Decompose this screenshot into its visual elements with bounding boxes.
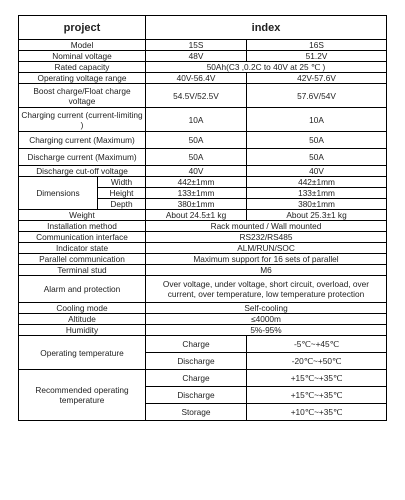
row-discharge-cutoff xyxy=(19,166,387,177)
row-charging-current-max xyxy=(19,132,387,149)
row-label: Discharge cut-off voltage xyxy=(19,166,146,177)
dimensions-label: Dimensions xyxy=(19,177,98,210)
row-label: Operating voltage range xyxy=(19,73,146,84)
cell-16s: 16S xyxy=(247,40,387,51)
row-label: Cooling mode xyxy=(19,303,146,314)
recommended-temperature-label: Recommended operating temperature xyxy=(19,370,146,421)
cell-15s: 48V xyxy=(146,51,247,62)
cell-value: Rack mounted / Wall mounted xyxy=(146,221,387,232)
row-label: Installation method xyxy=(19,221,146,232)
cell-value: 5%-95% xyxy=(146,325,387,336)
row-label: Parallel communication xyxy=(19,254,146,265)
cell-15s: 50A xyxy=(146,149,247,166)
operating-temperature-label: Operating temperature xyxy=(19,336,146,370)
cell-value: ≤4000m xyxy=(146,314,387,325)
cell-16s: 42V-57.6V xyxy=(247,73,387,84)
cell-value: M6 xyxy=(146,265,387,276)
spec-sheet xyxy=(18,15,387,421)
cell-value: +10℃~+35℃ xyxy=(247,404,387,421)
row-label: Weight xyxy=(19,210,146,221)
row-discharge-current-max xyxy=(19,149,387,166)
header-row xyxy=(19,16,387,40)
row-label: Communication interface xyxy=(19,232,146,243)
row-boost-float xyxy=(19,84,387,108)
row-charging-current-limiting xyxy=(19,108,387,132)
row-parallel xyxy=(19,254,387,265)
cell-15s: 50A xyxy=(146,132,247,149)
row-communication xyxy=(19,232,387,243)
header-project: project xyxy=(19,16,146,40)
row-model xyxy=(19,40,387,51)
row-installation xyxy=(19,221,387,232)
cell-16s: 442±1mm xyxy=(247,177,387,188)
cell-16s: 40V xyxy=(247,166,387,177)
row-label: Rated capacity xyxy=(19,62,146,73)
cell-15s: 380±1mm xyxy=(146,199,247,210)
cell-15s: 15S xyxy=(146,40,247,51)
row-label: Altitude xyxy=(19,314,146,325)
row-label: Nominal voltage xyxy=(19,51,146,62)
row-recommended-temp-charge xyxy=(19,370,387,387)
cell-value: +15℃~+35℃ xyxy=(247,387,387,404)
sub-label: Discharge xyxy=(146,353,247,370)
cell-16s: 57.6V/54V xyxy=(247,84,387,108)
sub-label: Charge xyxy=(146,336,247,353)
cell-15s: 10A xyxy=(146,108,247,132)
row-label: Alarm and protection xyxy=(19,276,146,303)
sub-label: Depth xyxy=(98,199,146,210)
row-altitude xyxy=(19,314,387,325)
sub-label: Height xyxy=(98,188,146,199)
row-label: Boost charge/Float charge voltage xyxy=(19,84,146,108)
cell-value: Over voltage, under voltage, short circuit, overload, over current, over temperature, low temperature protection xyxy=(146,276,387,303)
row-cooling xyxy=(19,303,387,314)
row-nominal-voltage xyxy=(19,51,387,62)
cell-16s: 50A xyxy=(247,132,387,149)
sub-label: Width xyxy=(98,177,146,188)
cell-16s: About 25.3±1 kg xyxy=(247,210,387,221)
cell-value: +15℃~+35℃ xyxy=(247,370,387,387)
row-label: Charging current (current-limiting ) xyxy=(19,108,146,132)
row-indicator xyxy=(19,243,387,254)
sub-label: Storage xyxy=(146,404,247,421)
row-label: Terminal stud xyxy=(19,265,146,276)
sub-label: Discharge xyxy=(146,387,247,404)
cell-15s: 40V-56.4V xyxy=(146,73,247,84)
cell-15s: 442±1mm xyxy=(146,177,247,188)
cell-value: -20℃~+50℃ xyxy=(247,353,387,370)
cell-value: 50Ah(C3 ,0.2C to 40V at 25 ℃ ) xyxy=(146,62,387,73)
row-operating-voltage-range xyxy=(19,73,387,84)
row-label: Charging current (Maximum) xyxy=(19,132,146,149)
row-dimensions-width xyxy=(19,177,387,188)
cell-value: -5℃~+45℃ xyxy=(247,336,387,353)
row-label: Humidity xyxy=(19,325,146,336)
cell-value: Self-cooling xyxy=(146,303,387,314)
cell-16s: 133±1mm xyxy=(247,188,387,199)
cell-15s: 54.5V/52.5V xyxy=(146,84,247,108)
row-operating-temp-charge xyxy=(19,336,387,353)
row-label: Discharge current (Maximum) xyxy=(19,149,146,166)
row-label: Model xyxy=(19,40,146,51)
sub-label: Charge xyxy=(146,370,247,387)
cell-16s: 10A xyxy=(247,108,387,132)
row-terminal xyxy=(19,265,387,276)
cell-15s: 40V xyxy=(146,166,247,177)
header-index: index xyxy=(146,16,387,40)
cell-16s: 51.2V xyxy=(247,51,387,62)
cell-16s: 380±1mm xyxy=(247,199,387,210)
row-label: Indicator state xyxy=(19,243,146,254)
row-humidity xyxy=(19,325,387,336)
row-rated-capacity xyxy=(19,62,387,73)
cell-value: Maximum support for 16 sets of parallel xyxy=(146,254,387,265)
cell-15s: About 24.5±1 kg xyxy=(146,210,247,221)
cell-16s: 50A xyxy=(247,149,387,166)
spec-table xyxy=(18,15,387,421)
cell-value: ALM/RUN/SOC xyxy=(146,243,387,254)
cell-15s: 133±1mm xyxy=(146,188,247,199)
row-weight xyxy=(19,210,387,221)
cell-value: RS232/RS485 xyxy=(146,232,387,243)
row-alarm xyxy=(19,276,387,303)
